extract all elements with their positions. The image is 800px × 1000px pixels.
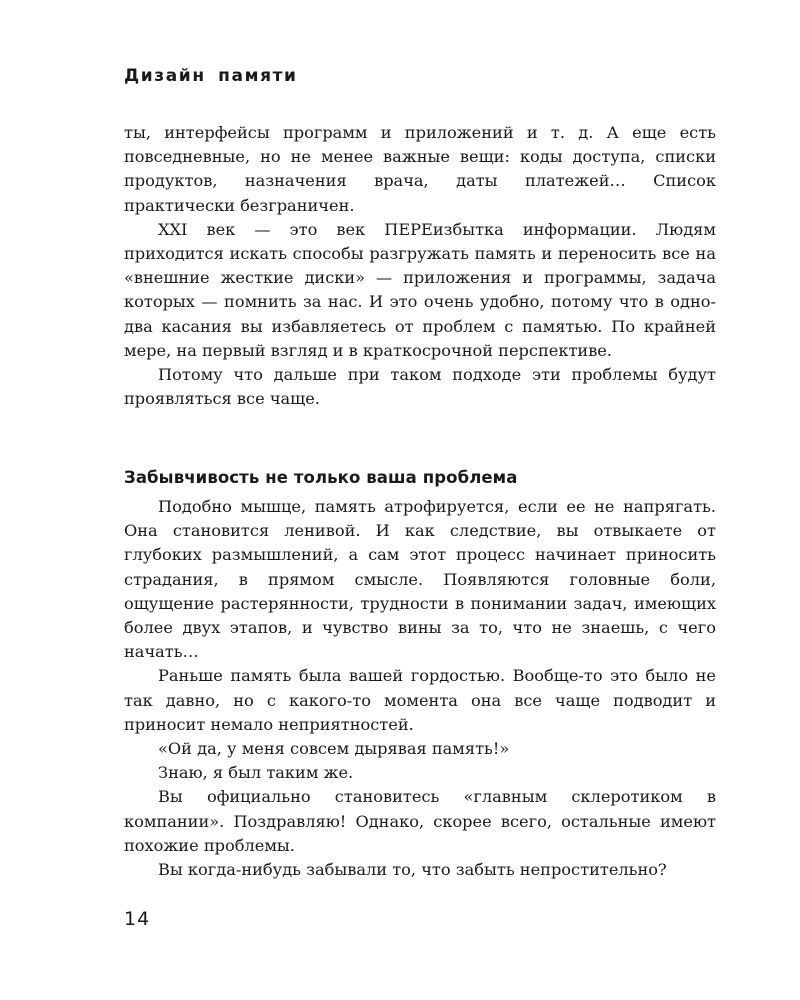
paragraph: Потому что дальше при таком подходе эти проблемы будут проявляться все чаще. <box>124 365 716 409</box>
text-block-bottom <box>124 495 716 882</box>
paragraph: ты, интерфейсы программ и приложений и т. д. А еще есть повседневные, но не менее важные вещи: коды доступа, списки продуктов, назначения врача, даты платежей… Список практически безграничен. <box>124 123 716 215</box>
section-heading: Забывчивость не только ваша проблема <box>124 468 518 487</box>
paragraph: Подобно мышце, память атрофируется, если ее не напрягать. Она становится ленивой. И как следствие, вы отвыкаете от глубоких размышлений, а сам этот процесс начинает приносить страдания, в прямом смысле. Появляются головные боли, ощущение растерянности, трудности в понимании задач, имеющих более двух этапов, и чувство вины за то, что не знаешь, с чего начать… <box>124 497 716 662</box>
book-page <box>124 0 716 1000</box>
text-block-top <box>124 121 716 411</box>
paragraph: Раньше память была вашей гордостью. Вообще-то это было не так давно, но с какого-то момента она все чаще подводит и приносит немало неприятностей. <box>124 666 716 734</box>
paragraph: Знаю, я был таким же. <box>158 763 354 783</box>
paragraph: Вы когда-нибудь забывали то, что забыть непростительно? <box>158 860 667 880</box>
page-number: 14 <box>124 908 151 930</box>
paragraph: XXI век — это век ПЕРЕизбытка информации. Людям приходится искать способы разгружать память и переносить все на «внешние жесткие диски» — приложения и программы, задача которых — помнить за нас. И это очень удобно, потому что в одно-два касания вы избавляетесь от проблем с памятью. По крайней мере, на первый взгляд и в краткосрочной перспективе. <box>124 219 716 360</box>
paragraph: Вы официально становитесь «главным склеротиком в компании». Поздравляю! Однако, скорее всего, остальные имеют похожие проблемы. <box>124 787 716 855</box>
paragraph: «Ой да, у меня совсем дырявая память!» <box>158 739 510 759</box>
running-head: Дизайн памяти <box>124 66 298 86</box>
